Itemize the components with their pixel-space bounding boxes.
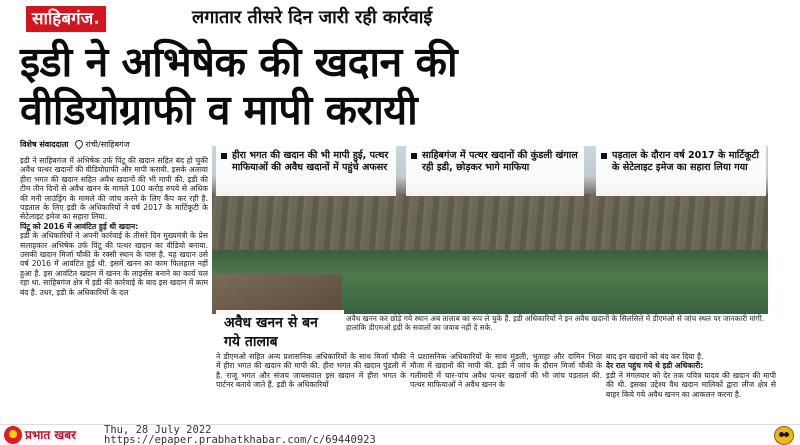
footer (0, 424, 800, 445)
edition-date: Thu, 28 July 2022 (104, 424, 212, 436)
article-column-1 (20, 156, 208, 348)
dateline-place: रांची/साहिबगंज (85, 140, 130, 149)
col4-subhead: देर रात पहुंच गये थे इडी अधिकारी: (606, 361, 704, 371)
brand-logo[interactable] (4, 426, 76, 444)
location-pin-icon (73, 138, 84, 149)
photo-quarry-walls (212, 194, 768, 252)
byline (20, 138, 210, 152)
photo-callout-2: साहिबगंज में पत्थर खदानों की कुंडली खंगाल रही इडी, छोड़कर भागे माफिया (406, 146, 584, 196)
epaper-url[interactable]: https://epaper.prabhatkhabar.com/c/69440923 (104, 434, 376, 445)
kicker-bar (6, 2, 794, 36)
location-tag: साहिबगंज. (26, 6, 106, 32)
photo-caption: अवैध खनन कर छोड़े गये स्थान अब तालाब का रूप ले चुके हैं. इडी अधिकारियों ने इन अवैध खदानों के सिलसिले में डीएमओ से जांच स्थल पर जानकारी मांगी. हालांकि डीएमओ इडी के सवालों का जवाब नहीं दे सके. (346, 314, 765, 333)
article-column-4 (606, 352, 776, 424)
headline-line-1: इडी ने अभिषेक की खदान की (20, 38, 458, 86)
col4-body: इडी ने मंगलवार को देर तक पवित्र यादव की खदान की मापी की थी. इसका उद्देश्य वैध खदान मालिकों द्वारा लीज क्षेत्र से बाहर किये गये अवैध खनन का आकलन करना है. (606, 370, 776, 399)
col4-lead: बाद इन खदानों को बंद कर दिया है. (606, 352, 704, 361)
photo-foreground (212, 274, 342, 314)
article-body-2: इडी के अधिकारियों ने अपनी कार्रवाई के तीसरे दिन मुख्यमंत्री के प्रेस सलाहकार अभिषेक उर्फ पिंटू की पत्थर खदान का वीडियो बनाया. उसकी खदान मिर्जा चौकी के रक्सी स्थान के पास है. यह खदान उसे वर्ष 2016 में आवंटित हुई थी. इसमें खनन का काम फिलहाल नहीं हुआ है. इस आवंटित खदान में खनन के लाइसेंस बनाने का कार्य चल रहा था. साहिबगंज क्षेत्र में इडी की कार्रवाई के बाद इस खदान में काम बंद है. उधर, इडी के अधिकारियों के दल (20, 231, 208, 297)
photo-callout-1: हीरा भगत की खदान की भी मापी हुई, पत्थर माफियाओं की अवैध खदानों में पहुंचे अफसर (216, 146, 396, 196)
edition-meta (104, 425, 376, 445)
kicker: लगातार तीसरे दिन जारी रही कार्रवाई (192, 7, 433, 28)
headline-line-2: वीडियोग्राफी व मापी करायी (20, 86, 418, 134)
article-column-3: ने प्रशासनिक अधिकारियों के साथ मुंडली, भुताहा और दामिन भिठा मौजा में खदानों की मापी की. इडी ने जांच के दौरान मिर्जा चौकी के गलीमारी में चार-पांच अवैध पत्थर खदानों की भी जांच पड़ताल की. पत्थर माफियाओं ने अवैध खनन के (410, 352, 602, 390)
photo-callout-3: पड़ताल के दौरान वर्ष 2017 के मार्टिकूटी के सेटेलाइट इमेज का सहारा लिया गया (596, 146, 766, 196)
photo-tag: अवैध खनन से बन गये तालाब (216, 310, 344, 356)
article-subhead: पिंटू को 2016 में आवंटित हुई थी खदान: (20, 221, 139, 231)
reporter: विशेष संवाददाता (20, 140, 69, 149)
brand-name: प्रभात खबर (25, 428, 76, 442)
article-intro: इडी ने साहिबगंज में अभिषेक उर्फ पिंटू की खदान सहित बंद हो चुकी अवैध पत्थर खदानों की वीडियोग्राफी और मापी करायी. इसके अलावा हीरा भगत की खदान सहित अवैध खदानों की भी मापी की. इडी की टीम तीन दिनों से अवैध खनन के मामले 100 करोड़ रुपये से अधिक की मनी लाउंड्रिंग के मामले की जांच करने के लिए कैंप कर रही है. पड़ताल के लिए इडी के अधिकारियों ने वर्ष 2017 के मार्टिकूटी के सेटेलाइट इमेज का सहारा लिया. (20, 156, 208, 222)
mascot-icon (774, 426, 794, 445)
sun-logo-icon (4, 426, 22, 444)
article-column-2: ने डीएमओ सहित अन्य प्रशासनिक अधिकारियों के साथ मिर्जा चौकी में हीरा भगत की खदान की मापी की. हीरा भगत की खदान पुंडली में है. राजू भगत और संजय जायसवाल इस खदान में हीरा भगत के पार्टनर बताये जाते हैं. इडी के अधिकारियों (216, 352, 406, 390)
